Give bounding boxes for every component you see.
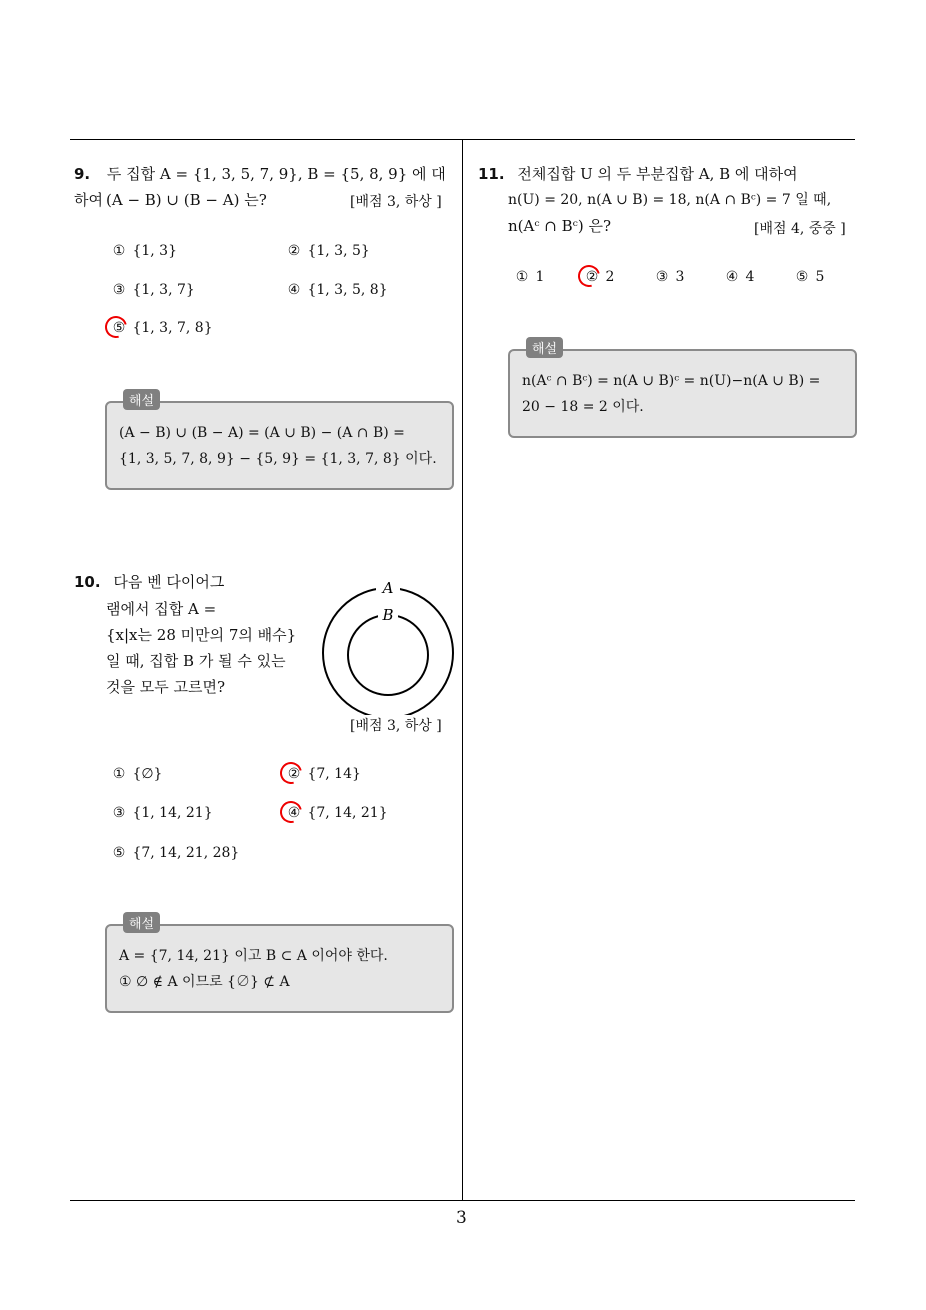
q11-option-4[interactable]: ④ 4 — [725, 269, 755, 285]
q10-option-5[interactable]: ⑤ {7, 14, 21, 28} — [112, 845, 240, 861]
question-number: 9. — [74, 165, 91, 183]
q11-explanation-box — [508, 342, 857, 438]
question-text-line2: (A − B) ∪ (B − A) 는? — [106, 191, 267, 209]
q9-option-3[interactable]: ③ {1, 3, 7} — [112, 282, 195, 298]
explanation-tag: 해설 — [526, 337, 563, 358]
explanation-tag: 해설 — [123, 912, 160, 933]
question-text-line1: 다음 벤 다이어그 — [113, 573, 225, 591]
q10-explanation-box — [105, 917, 454, 1013]
question-10-line4: 일 때, 집합 B 가 될 수 있는 — [106, 652, 286, 670]
explanation-line2: ① ∅ ∉ A 이므로 {∅} ⊄ A — [119, 974, 290, 990]
q11-option-1[interactable]: ① 1 — [515, 269, 545, 285]
q9-option-1[interactable]: ① {1, 3} — [112, 243, 177, 259]
question-10-line5: 것을 모두 고르면? — [106, 678, 226, 696]
selected-answer-circle — [101, 312, 131, 342]
q10-option-3[interactable]: ③ {1, 14, 21} — [112, 805, 213, 821]
q9-option-4[interactable]: ④ {1, 3, 5, 8} — [287, 282, 388, 298]
explanation-line2: 20 − 18 = 2 이다. — [522, 399, 644, 415]
column-divider — [462, 139, 463, 1201]
question-11-line3: n(Aᶜ ∩ Bᶜ) 은? — [508, 217, 612, 235]
question-11-meta: [배점 4, 중중 ] — [754, 221, 846, 237]
q10-option-4[interactable]: ④ {7, 14, 21} — [285, 805, 388, 821]
question-number: 11. — [478, 165, 505, 183]
question-9-line2 — [106, 187, 267, 213]
question-10-meta: [배점 3, 하상 ] — [350, 718, 442, 734]
q11-option-3[interactable]: ③ 3 — [655, 269, 685, 285]
question-10 — [74, 569, 304, 595]
question-11-line2: n(U) = 20, n(A ∪ B) = 18, n(A ∩ Bᶜ) = 7 일 때, — [508, 192, 832, 208]
q9-explanation-box — [105, 394, 454, 490]
venn-label-b: B — [382, 606, 394, 624]
question-text-line1: 두 집합 A = {1, 3, 5, 7, 9}, B = {5, 8, 9} 에 대하여 — [74, 165, 446, 209]
q10-option-2[interactable]: ② {7, 14} — [285, 766, 361, 782]
bottom-rule — [70, 1200, 855, 1201]
page-number: 3 — [456, 1208, 467, 1228]
q9-option-5[interactable]: ⑤ {1, 3, 7, 8} — [110, 320, 213, 336]
selected-answer-circle — [276, 797, 306, 827]
q11-option-5[interactable]: ⑤ 5 — [795, 269, 825, 285]
explanation-line1: (A − B) ∪ (B − A) = (A ∪ B) − (A ∩ B) = — [119, 425, 405, 441]
selected-answer-circle — [276, 758, 306, 788]
venn-diagram — [318, 575, 458, 715]
question-9-meta: [배점 3, 하상 ] — [350, 194, 442, 210]
question-10-line3: {x|x는 28 미만의 7의 배수} — [106, 626, 297, 644]
q11-option-2[interactable]: ② 2 — [583, 269, 614, 285]
explanation-line1: A = {7, 14, 21} 이고 B ⊂ A 이어야 한다. — [119, 948, 388, 964]
explanation-tag: 해설 — [123, 389, 160, 410]
question-10-line2: 램에서 집합 A = — [106, 600, 217, 618]
explanation-line2: {1, 3, 5, 7, 8, 9} − {5, 9} = {1, 3, 7, 8} 이다. — [119, 451, 437, 467]
venn-set-b-circle — [348, 615, 428, 695]
question-text-line1: 전체집합 U 의 두 부분집합 A, B 에 대하여 — [517, 165, 798, 183]
q10-option-1[interactable]: ① {∅} — [112, 766, 163, 782]
selected-answer-circle — [574, 261, 604, 291]
q9-option-2[interactable]: ② {1, 3, 5} — [287, 243, 370, 259]
explanation-line1: n(Aᶜ ∩ Bᶜ) = n(A ∪ B)ᶜ = n(U)−n(A ∪ B) = — [522, 373, 821, 389]
question-number: 10. — [74, 573, 101, 591]
question-11 — [478, 161, 863, 187]
venn-label-a: A — [382, 579, 394, 597]
